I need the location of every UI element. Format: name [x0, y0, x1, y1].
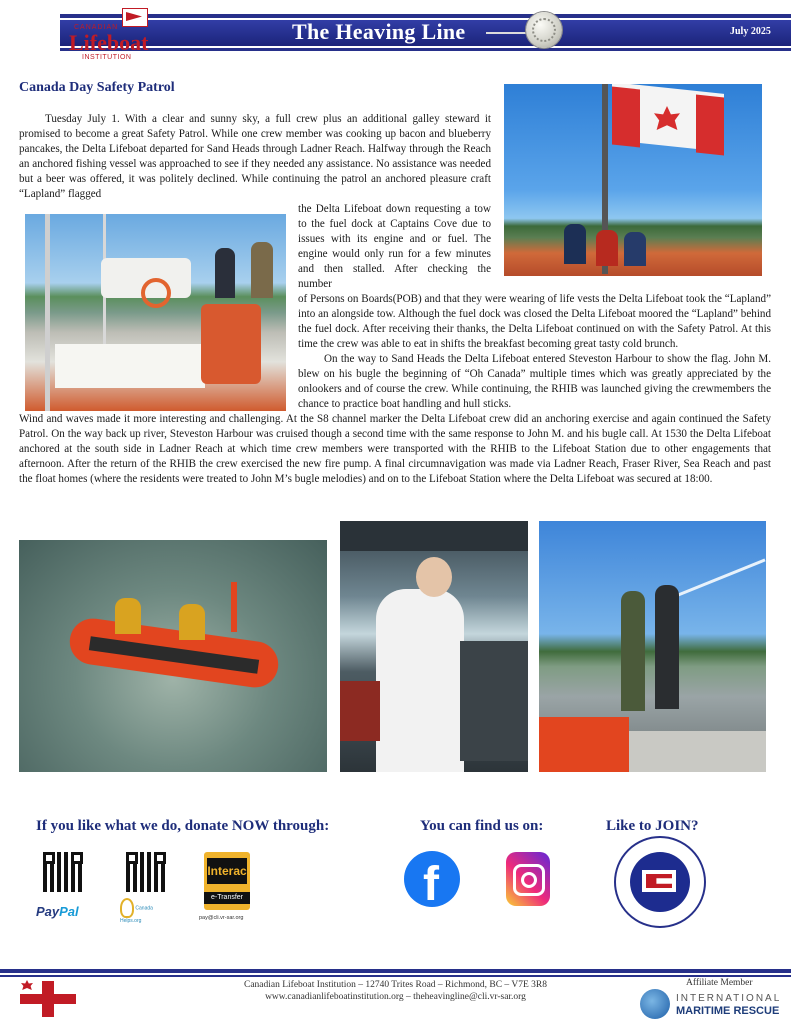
lifebuoy-icon	[141, 278, 171, 308]
interac-logo[interactable]	[204, 852, 250, 910]
logo-canadian: CANADIAN	[74, 24, 119, 31]
paragraph-text: of Persons on Boards(POB) and that they were wearing of life vests the Delta Lifeboat took the “Lapland” into an alongside tow. Although the fuel dock was closed the Delta Lifeboat moored the “Lapland” behind the fuel dock. After receiving their thanks, the Delta Lifeboat continued on with the Safety Patrol. At this time the crew was able to eat in shifts the breakfast becoming great tasty cold brunch.	[298, 293, 771, 350]
photo-helmsman	[340, 521, 528, 772]
imr-logo[interactable]	[640, 987, 790, 1021]
crew-member	[564, 224, 586, 264]
helmsman-shirt	[376, 589, 464, 772]
newsletter-title: The Heaving Line	[292, 19, 466, 44]
mast-pole	[45, 214, 50, 411]
footer-rule	[0, 975, 791, 977]
masthead	[0, 0, 791, 62]
footer-address: Canadian Lifeboat Institution – 12740 Trites Road – Richmond, BC – V7E 3R8	[243, 980, 548, 990]
canadahelps-figure-icon	[120, 898, 134, 918]
article-paragraph	[298, 292, 771, 412]
facebook-glyph: f	[423, 858, 439, 911]
join-heading: Like to JOIN?	[606, 818, 699, 834]
masthead-rule	[60, 14, 791, 18]
lifeboat-flag-icon	[122, 8, 148, 27]
paragraph-text: the Delta Lifeboat down requesting a tow to the fuel dock at Captains Cove due to issues with its engine and or fuel. The engine would only run for a few minutes and then stalled. After checking the number	[298, 203, 491, 290]
rope-line	[486, 32, 526, 34]
crew-member	[621, 591, 645, 711]
cabin-ceiling	[340, 521, 528, 551]
etransfer-label: e-Transfer	[204, 892, 250, 904]
issue-date: July 2025	[730, 26, 771, 37]
article-paragraph	[19, 112, 491, 202]
crew-member	[115, 598, 141, 634]
flag-red-band	[612, 87, 640, 148]
crew-member	[251, 242, 273, 298]
boat-deck	[629, 731, 766, 772]
globe-icon	[640, 989, 670, 1019]
crew-member	[624, 232, 646, 266]
paragraph-text: Wind and waves made it more interesting and challenging. At the S8 channel marker the Delta Lifeboat crew did an anchoring exercise and again continued the Safety Patrol. On the way back up river, Steveston Harbour was cruised though a second time with the same response to John M. and his bugle call. At 1530 the Delta Lifeboat anchored at the south side in Ladner Reach at which time crew members were transported with the RHIB to the Lifeboat Station due to other engagements that afternoon. After the return of the RHIB the crew exercised the new fire pump. A final circumnavigation was made via Ladner Reach, Fraser River, Sea Reach and past the float homes (where the residents were treated to John M’s bugle melodies) and on to the Lifeboat Station where the Delta Lifeboat was secured at 18:00.	[19, 413, 771, 485]
donate-heading: If you like what we do, donate NOW through:	[36, 818, 330, 834]
masthead-rule	[60, 48, 791, 51]
logo-lifeboat: Lifeboat	[69, 30, 149, 55]
article-headline: Canada Day Safety Patrol	[19, 80, 175, 95]
photo-lapland-tow	[25, 214, 286, 411]
lifeboat-cabin	[201, 304, 261, 384]
facebook-icon[interactable]	[404, 851, 460, 911]
paragraph-text: Tuesday July 1. With a clear and sunny sky, a full crew plus an additional galley steward it promised to become a great Safety Patrol. While one crew member was cooking up bacon and blueberry pancakes, the Delta Lifeboat departed for Sand Heads through Ladner Reach. Halfway through the Reach an anchored fishing vessel was approached to see if they needed any assistance. No assistance was needed but a beer was offered, it was politely declined. While continuing the patrol an anchored pleasure craft “Lapland” flagged	[19, 113, 491, 200]
paragraph-text: On the way to Sand Heads the Delta Lifeboat entered Steveston Harbour to show the flag. John M. blew on his bugle the beginning of “Oh Canada” multiple times which was greatly appreciated by the onlookers and of course the crew. While continuing, the RHIB was launched giving the crewmembers the chance to practice boat handling and hull sticks.	[298, 353, 771, 410]
footer-web-email[interactable]: www.canadianlifeboatinstitution.org – theheavingline@cli.vr-sar.org	[265, 992, 526, 1002]
orange-container	[539, 717, 629, 772]
crew-member	[179, 604, 205, 640]
seal-flag-icon	[630, 852, 690, 912]
imr-maritime-rescue: MARITIME RESCUE	[676, 1005, 780, 1017]
rhib-frame	[231, 582, 237, 632]
photo-fire-pump-test	[539, 521, 766, 772]
article-paragraph	[19, 412, 771, 487]
photo-crew-with-flag	[504, 84, 762, 276]
helm-console	[460, 641, 528, 761]
paypal-logo[interactable]	[36, 904, 79, 919]
instagram-icon[interactable]	[506, 852, 550, 906]
cli-seal-logo[interactable]	[614, 836, 706, 928]
boat-deck	[55, 344, 205, 388]
logo-institution: INSTITUTION	[82, 54, 132, 61]
flag-red-band	[696, 95, 724, 156]
interac-wordmark: Interac	[207, 858, 247, 884]
red-case	[340, 681, 380, 741]
social-heading: You can find us on:	[420, 818, 544, 834]
helmsman-head	[416, 557, 452, 597]
photo-rhib-practice	[19, 540, 327, 772]
affiliate-label: Affiliate Member	[686, 978, 753, 988]
article-paragraph	[298, 202, 491, 292]
paypal-logo-pay: Pay	[36, 904, 60, 919]
canadahelps-logo[interactable]	[120, 898, 172, 924]
canadahelps-qr-code[interactable]	[126, 852, 166, 892]
imr-international: INTERNATIONAL	[676, 993, 782, 1004]
paypal-logo-pal: Pal	[59, 904, 79, 919]
cli-logo[interactable]	[66, 6, 158, 62]
crew-member	[215, 248, 235, 298]
crew-member	[596, 230, 618, 266]
monkey-fist-knot-icon	[526, 12, 562, 48]
crew-member	[655, 585, 679, 709]
paypal-qr-code[interactable]	[43, 852, 83, 892]
etransfer-email[interactable]: pay@cli.vr-sar.org	[199, 915, 244, 921]
footer-rule	[0, 969, 791, 973]
canadahelps-text: Canada Helps.org	[120, 905, 153, 924]
